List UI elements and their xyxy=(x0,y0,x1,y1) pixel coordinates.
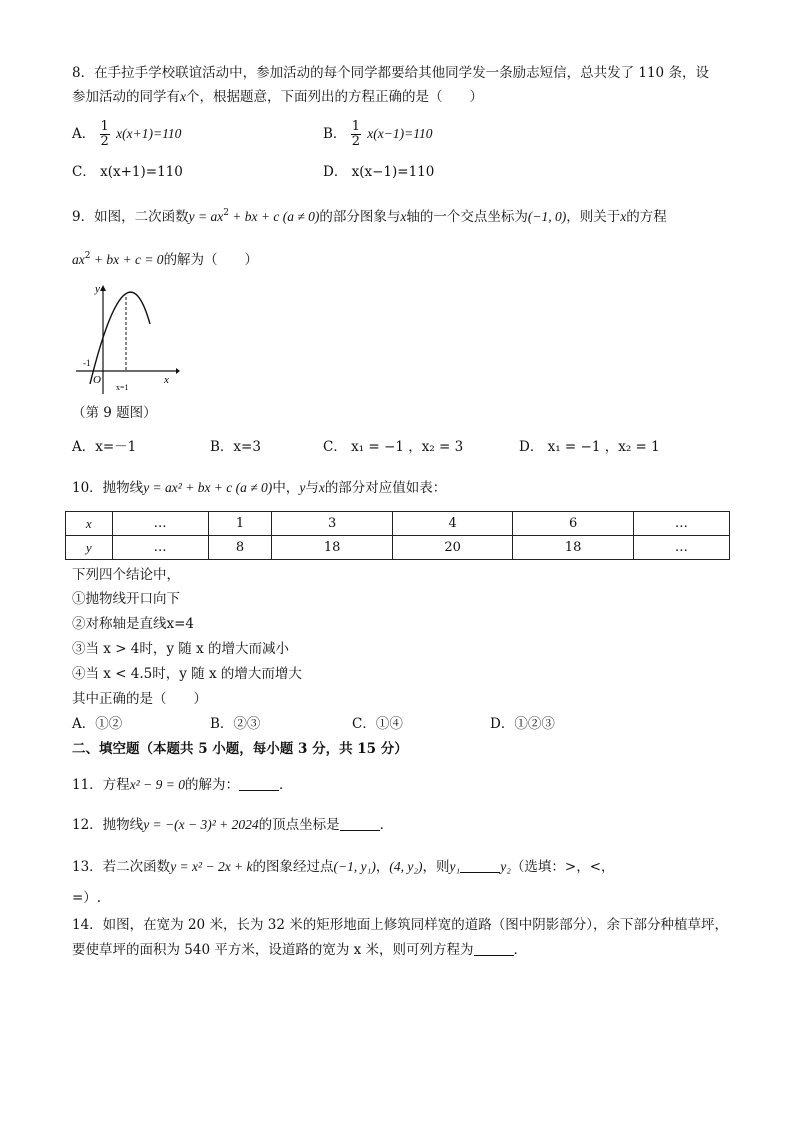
table-cell: x xyxy=(66,512,113,536)
q9-graph xyxy=(72,280,182,398)
section-2-heading: 二、填空题（本题共 5 小题，每小题 3 分，共 15 分） xyxy=(72,741,408,757)
q14-answer-blank[interactable] xyxy=(474,941,514,956)
table-cell: 1 xyxy=(208,512,272,536)
q13-point-2: (4, y₂) xyxy=(389,859,423,874)
q9-graph-x-arrow xyxy=(176,368,180,374)
q9-graph-x-label: x xyxy=(164,374,169,386)
q10-lead: 下列四个结论中， xyxy=(72,567,180,583)
q13-text-b: 的图象经过点 xyxy=(252,859,334,875)
table-cell: … xyxy=(633,536,729,560)
q9-option-c[interactable]: C． x₁ = −1 ，x₂ = 3 xyxy=(323,439,464,455)
q9-eq-b: + bx + c = 0 xyxy=(90,252,164,267)
q9-text-e: 的方程 xyxy=(626,209,667,225)
q9-point: (−1, 0) xyxy=(527,209,567,224)
q8-option-d[interactable]: D． x(x−1)=110 xyxy=(323,164,435,180)
q10-intro-d: 的部分对应值如表： xyxy=(324,480,447,496)
q9-graph-y-arrow xyxy=(100,285,106,291)
q12-answer-blank[interactable] xyxy=(340,816,380,831)
q11-answer-blank[interactable] xyxy=(239,776,279,791)
q9-graph-origin-label: O xyxy=(93,374,101,386)
q9-text-c: 轴的一个交点坐标为 xyxy=(406,209,528,225)
table-cell: … xyxy=(633,512,729,536)
q8-option-a[interactable] xyxy=(72,120,181,149)
q9-eq-a: ax xyxy=(72,252,85,267)
q8-option-b-label: B． xyxy=(323,126,347,142)
q10-intro xyxy=(72,478,446,498)
q12-text-a: 12．抛物线 xyxy=(72,817,144,833)
q8-line2 xyxy=(72,87,483,107)
table-cell: 18 xyxy=(272,536,392,560)
q10-value-table xyxy=(65,511,730,560)
q12 xyxy=(72,815,393,835)
q9-graph-y-label: y xyxy=(95,283,100,295)
q13-text-d: （选填：>，<， xyxy=(510,859,615,875)
q9-func-b: + bx + c (a ≠ 0) xyxy=(228,209,320,224)
q9-option-a[interactable]: A．x=－1 xyxy=(72,439,137,455)
q10-func: y = ax² + bx + c (a ≠ 0) xyxy=(143,480,273,495)
q14-line2 xyxy=(72,940,527,960)
q12-eq: y = −(x − 3)² + 2024 xyxy=(143,817,259,832)
q8-option-c[interactable]: C． x(x+1)=110 xyxy=(72,164,183,180)
q9-graph-parabola xyxy=(90,292,150,384)
q13-point-1: (−1, y₁) xyxy=(333,859,376,874)
table-cell: y xyxy=(66,536,113,560)
q10-conclusion-1: ①抛物线开口向下 xyxy=(72,591,180,607)
q9-graph-neg1-label: -1 xyxy=(83,358,91,368)
q10-y-var: y xyxy=(299,480,306,495)
q8-option-a-num: 1 xyxy=(100,119,109,134)
q13-y2: y₂ xyxy=(500,859,511,874)
q10-conclusion-2: ②对称轴是直线x=4 xyxy=(72,616,195,632)
q10-conclusion-3: ③当 x > 4时，y 随 x 的增大而减小 xyxy=(72,641,290,657)
q13-line1 xyxy=(72,857,615,877)
q8-option-b-expr: x(x−1)=110 xyxy=(367,126,433,141)
q8-option-b-den: 2 xyxy=(351,134,360,149)
q9-text-f: 的解为（ ） xyxy=(163,252,259,268)
q12-text-b: 的顶点坐标是 xyxy=(258,817,340,833)
q8-option-a-label: A． xyxy=(72,126,96,142)
q11-text-b: 的解为： xyxy=(184,777,239,793)
table-row xyxy=(66,512,730,536)
q9-eq-exp: 2 xyxy=(84,251,91,261)
q10-intro-a: 10．抛物线 xyxy=(72,480,144,496)
q10-intro-b: 中， xyxy=(272,480,300,496)
q9-graph-axis-label: x=1 xyxy=(116,383,129,392)
q10-intro-c: 与 xyxy=(305,480,319,496)
q9-x-var-1: x xyxy=(400,209,407,224)
q11-text-c: ． xyxy=(278,777,293,793)
q9-func-exp: 2 xyxy=(223,208,229,218)
q9-x-var-2: x xyxy=(620,209,627,224)
q8-var-x: x xyxy=(180,89,186,104)
q10-option-a[interactable]: A．①② xyxy=(72,716,123,732)
q8-line2-text-a: 参加活动的同学有 xyxy=(72,89,180,105)
table-cell: 3 xyxy=(272,512,392,536)
table-cell: 8 xyxy=(208,536,272,560)
q10-x-var: x xyxy=(318,480,325,495)
q10-option-b[interactable]: B．②③ xyxy=(210,716,261,732)
q9-func-a: y = ax xyxy=(188,209,224,224)
q10-ask: 其中正确的是（ ） xyxy=(72,691,207,707)
q13-y1: y₁ xyxy=(449,859,461,874)
q8-option-a-fraction xyxy=(100,120,110,149)
table-cell: 4 xyxy=(392,512,512,536)
q9-line1 xyxy=(72,203,667,227)
q9-text-d: ，则关于 xyxy=(566,209,621,225)
q13-text-c: ，则 xyxy=(422,859,450,875)
q13-comma: ， xyxy=(375,859,390,875)
q9-option-b[interactable]: B．x=3 xyxy=(210,439,261,455)
q11-eq: x² − 9 = 0 xyxy=(129,777,185,792)
q14-line1: 14．如图，在宽为 20 米，长为 32 米的矩形地面上修筑同样宽的道路（图中阴影部分），余下部分种植草坪， xyxy=(72,917,728,933)
q8-option-a-den: 2 xyxy=(100,134,109,149)
q11 xyxy=(72,775,292,795)
q10-option-d[interactable]: D．①②③ xyxy=(490,716,555,732)
table-cell: 20 xyxy=(392,536,512,560)
table-cell: 18 xyxy=(513,536,633,560)
q10-conclusion-4: ④当 x < 4.5时，y 随 x 的增大而增大 xyxy=(72,666,302,682)
q8-option-b[interactable] xyxy=(323,120,433,149)
q14-text-b: ． xyxy=(513,942,528,958)
table-cell: … xyxy=(112,536,208,560)
q13-line2: =）. xyxy=(72,890,102,906)
q8-option-a-expr: x(x+1)=110 xyxy=(116,126,182,141)
q13-text-a: 13．若二次函数 xyxy=(72,859,171,875)
q9-text-a: 9．如图，二次函数 xyxy=(72,209,189,225)
q9-line2 xyxy=(72,246,258,270)
q9-text-b: 的部分图象与 xyxy=(319,209,401,225)
table-cell: 6 xyxy=(513,512,633,536)
q13-answer-blank[interactable] xyxy=(460,858,500,873)
q8-line2-text-b: 个，根据题意，下面列出的方程正确的是（ ） xyxy=(186,89,483,105)
q9-option-d[interactable]: D． x₁ = −1 ，x₂ = 1 xyxy=(519,439,660,455)
q8-option-b-fraction xyxy=(351,120,361,149)
table-cell: … xyxy=(112,512,208,536)
table-row xyxy=(66,536,730,560)
q10-option-c[interactable]: C．①④ xyxy=(352,716,403,732)
q14-text-a: 要使草坪的面积为 540 平方米，设道路的宽为 x 米，则可列方程为 xyxy=(72,942,474,958)
q9-caption: （第 9 题图） xyxy=(72,405,157,421)
q12-text-c: ． xyxy=(379,817,394,833)
q8-option-b-num: 1 xyxy=(351,119,360,134)
q13-eq: y = x² − 2x + k xyxy=(170,859,253,874)
q8-line1: 8．在手拉手学校联谊活动中，参加活动的每个同学都要给其他同学发一条励志短信，总共发了 110 条，设 xyxy=(72,65,709,81)
q11-text-a: 11．方程 xyxy=(72,777,130,793)
